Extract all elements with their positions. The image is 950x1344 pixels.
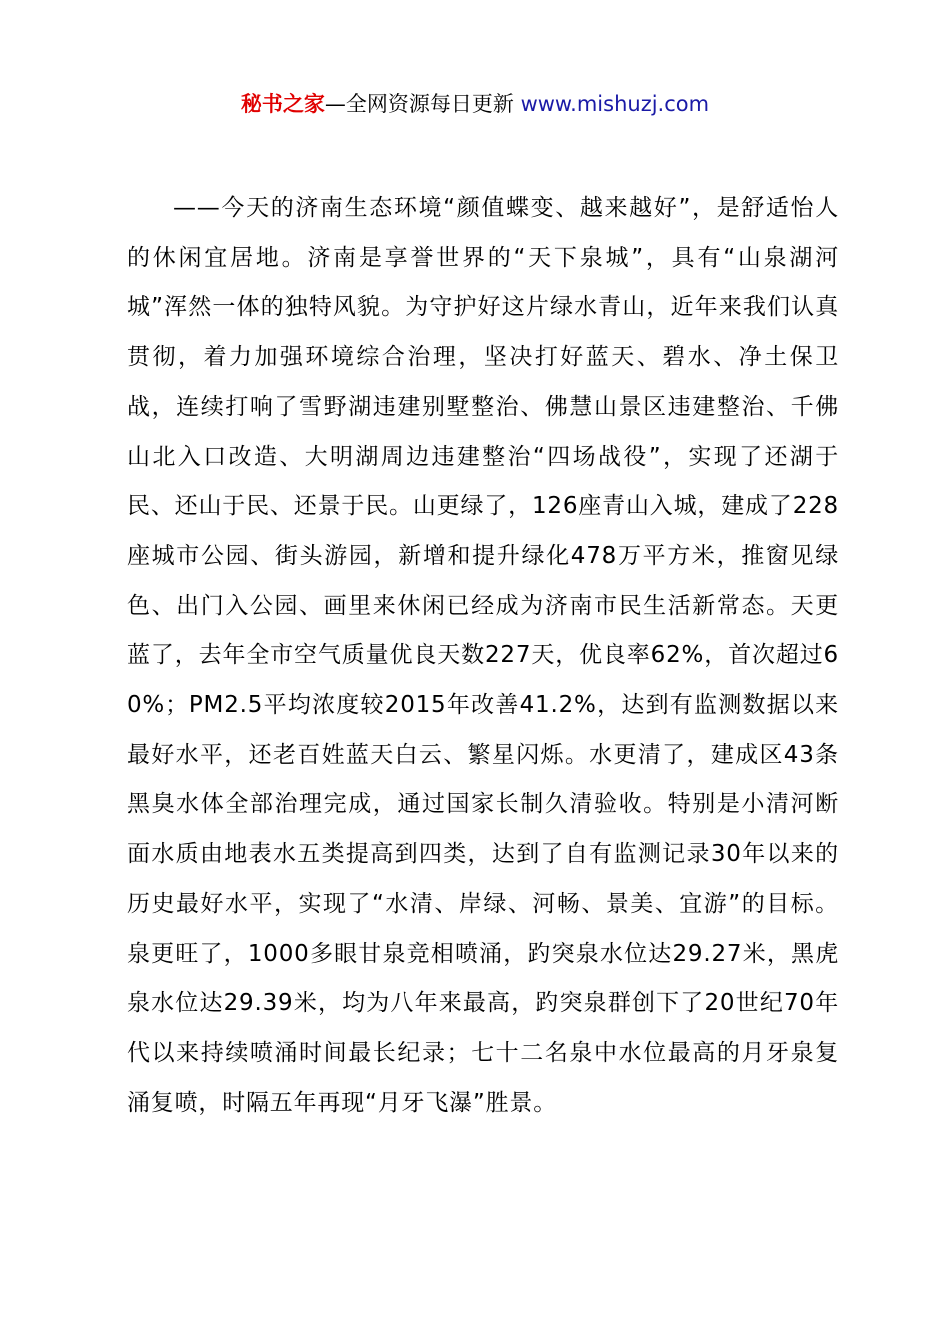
page-header [0,88,950,120]
body-paragraph: ——今天的济南生态环境“颜值蝶变、越来越好”，是舒适怡人的休闲宜居地。济南是享誉世界的“天下泉城”，具有“山泉湖河城”浑然一体的独特风貌。为守护好这片绿水青山，近年来我们认真贯彻，着力加强环境综合治理，坚决打好蓝天、碧水、净土保卫战，连续打响了雪野湖违建别墅整治、佛慧山景区违建整治、千佛山北入口改造、大明湖周边违建整治“四场战役”，实现了还湖于民、还山于民、还景于民。山更绿了，126座青山入城，建成了228座城市公园、街头游园，新增和提升绿化478万平方米，推窗见绿色、出门入公园、画里来休闲已经成为济南市民生活新常态。天更蓝了，去年全市空气质量优良天数227天，优良率62%，首次超过60%；PM2.5平均浓度较2015年改善41.2%，达到有监测数据以来最好水平，还老百姓蓝天白云、繁星闪烁。水更清了，建成区43条黑臭水体全部治理完成，通过国家长制久清验收。特别是小清河断面水质由地表水五类提高到四类，达到了自有监测记录30年以来的历史最好水平，实现了“水清、岸绿、河畅、景美、宜游”的目标。泉更旺了，1000多眼甘泉竞相喷涌，趵突泉水位达29.27米，黑虎泉水位达29.39米，均为八年来最高，趵突泉群创下了20世纪70年代以来持续喷涌时间最长纪录；七十二名泉中水位最高的月牙泉复涌复喷，时隔五年再现“月牙飞瀑”胜景。 [127,195,839,1116]
site-url-link[interactable]: www.mishuzj.com [520,92,710,116]
brand-name: 秘书之家 [240,92,325,116]
header-tagline: —全网资源每日更新 [324,92,521,116]
